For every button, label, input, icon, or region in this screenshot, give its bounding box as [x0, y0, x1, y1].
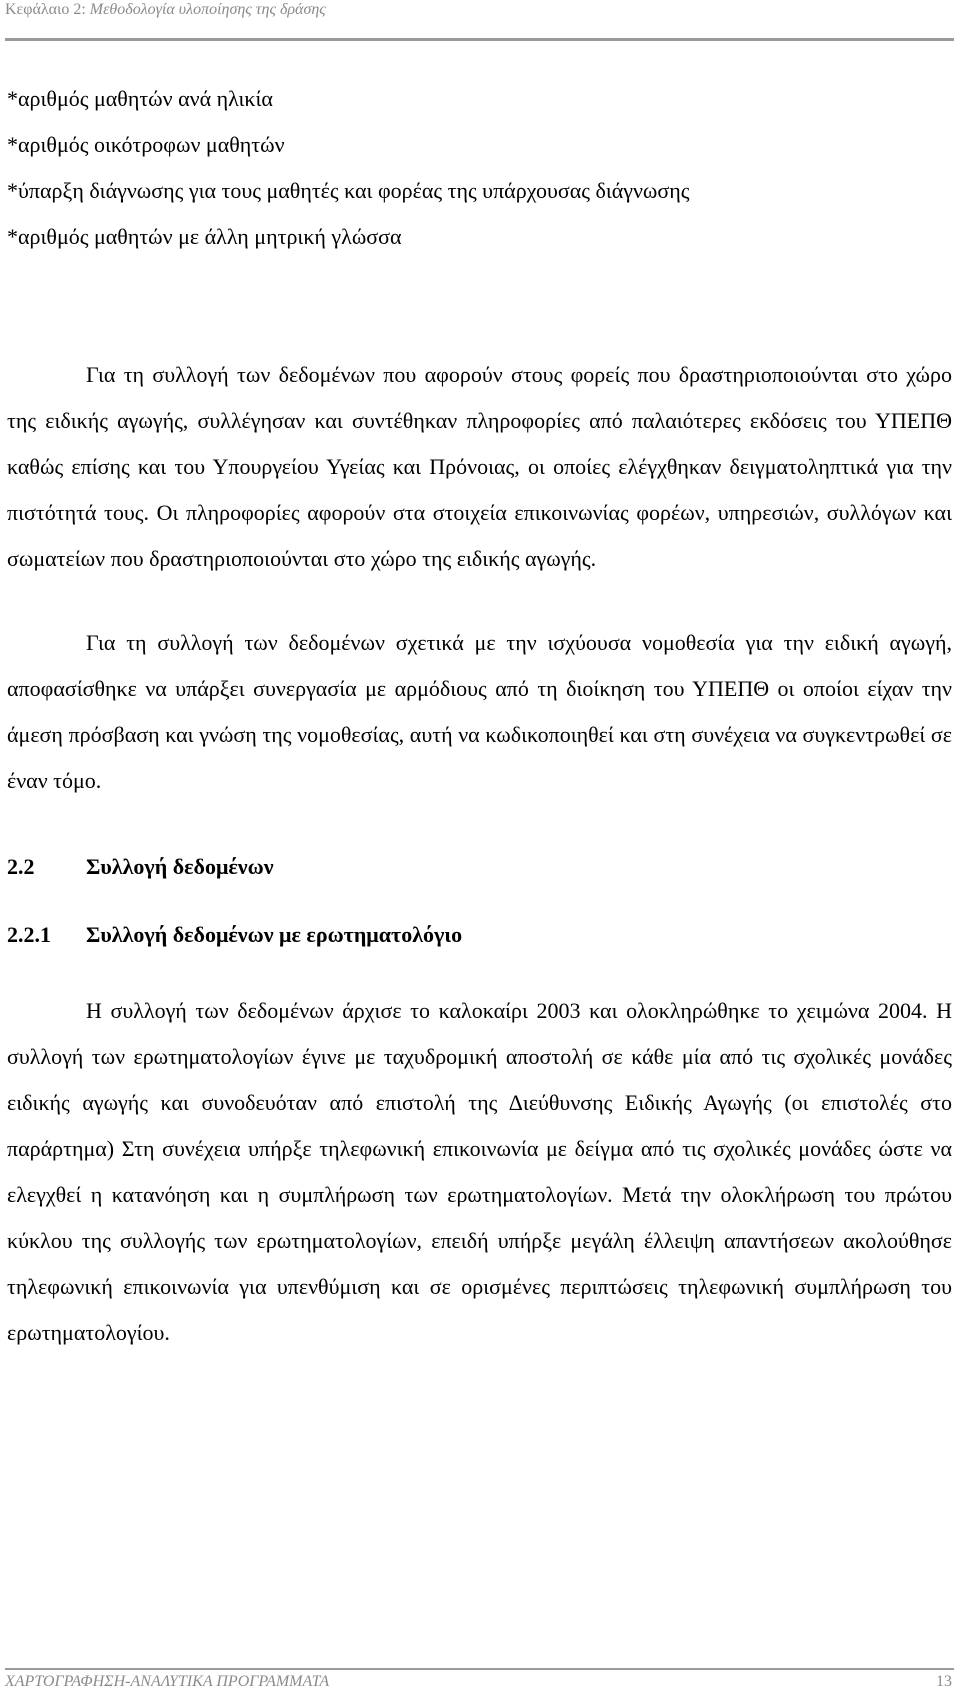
subsection-title: Συλλογή δεδομένων με ερωτηματολόγιο	[86, 922, 463, 947]
header-divider	[5, 38, 954, 41]
bullet-item: *αριθμός μαθητών με άλλη μητρική γλώσσα	[7, 224, 402, 249]
bullet-item: *ύπαρξη διάγνωσης για τους μαθητές και φορέας της υπάρχουσας διάγνωσης	[7, 178, 690, 203]
subsection-heading	[7, 912, 952, 958]
page-footer	[5, 1668, 954, 1692]
section-title: Συλλογή δεδομένων	[86, 854, 274, 879]
paragraph-data-collection: Η συλλογή των δεδομένων άρχισε το καλοκαίρι 2003 και ολοκληρώθηκε το χειμώνα 2004. Η συλλογή των ερωτηματολογίων έγινε με ταχυδρομική αποστολή σε κάθε μία από τις σχολικές μονάδες ειδικής αγωγής και συνοδευόταν από επιστολή της Διεύθυνσης Ειδικής Αγωγής (οι επιστολές στο παράρτημα) Στη συνέχεια υπήρξε τηλεφωνική επικοινωνία με δείγμα από τις σχολικές μονάδες ώστε να ελεγχθεί η κατανόηση και η συμπλήρωση των ερωτηματολογίων. Μετά την ολοκλήρωση του πρώτου κύκλου της συλλογής των ερωτηματολογίων, επειδή υπήρξε μεγάλη έλλειψη απαντήσεων ακολούθησε τηλεφωνική επικοινωνία για υπενθύμιση και σε ορισμένες περιπτώσεις τηλεφωνική συμπλήρωση του ερωτηματολογίου.	[7, 998, 952, 1345]
bullet-item: *αριθμός οικότροφων μαθητών	[7, 132, 285, 157]
spacer	[7, 890, 952, 912]
page-header	[5, 0, 954, 40]
footer-divider	[5, 1668, 954, 1670]
running-header	[5, 0, 326, 20]
section-heading	[7, 844, 952, 890]
subsection-number: 2.2.1	[7, 922, 51, 947]
spacer	[7, 804, 952, 844]
footer-program-title: ΧΑΡΤΟΓΡΑΦΗΣΗ-ΑΝΑΛΥΤΙΚΑ ΠΡΟΓΡΑΜΜΑΤΑ	[5, 1673, 330, 1690]
page-body	[7, 76, 952, 1356]
section-number: 2.2	[7, 854, 35, 879]
bullet-list	[7, 76, 952, 260]
bullet-item: *αριθμός μαθητών ανά ηλικία	[7, 86, 273, 111]
spacer	[7, 260, 952, 352]
spacer	[7, 958, 952, 988]
paragraph-organizations: Για τη συλλογή των δεδομένων που αφορούν στους φορείς που δραστηριοποιούνται στο χώρο της ειδικής αγωγής, συλλέγησαν και συντέθηκαν πληροφορίες από παλαιότερες εκδόσεις του ΥΠΕΠΘ καθώς επίσης και του Υπουργείου Υγείας και Πρόνοιας, οι οποίες ελέγχθηκαν δειγματοληπτικά για την πιστότητά τους. Οι πληροφορίες αφορούν στα στοιχεία επικοινωνίας φορέων, υπηρεσιών, συλλόγων και σωματείων που δραστηριοποιούνται στο χώρο της ειδικής αγωγής.	[7, 362, 952, 571]
page-number: 13	[936, 1673, 952, 1690]
chapter-title: Μεθοδολογία υλοποίησης της δράσης	[89, 1, 326, 18]
paragraph-legislation: Για τη συλλογή των δεδομένων σχετικά με την ισχύουσα νομοθεσία για την ειδική αγωγή, αποφασίσθηκε να υπάρξει συνεργασία με αρμόδιους από τη διοίκηση του ΥΠΕΠΘ οι οποίοι είχαν την άμεση πρόσβαση και γνώση της νομοθεσίας, αυτή να κωδικοποιηθεί και στη συνέχεια να συγκεντρωθεί σε έναν τόμο.	[7, 630, 952, 793]
spacer	[7, 582, 952, 620]
chapter-label: Κεφάλαιο 2:	[5, 1, 86, 18]
